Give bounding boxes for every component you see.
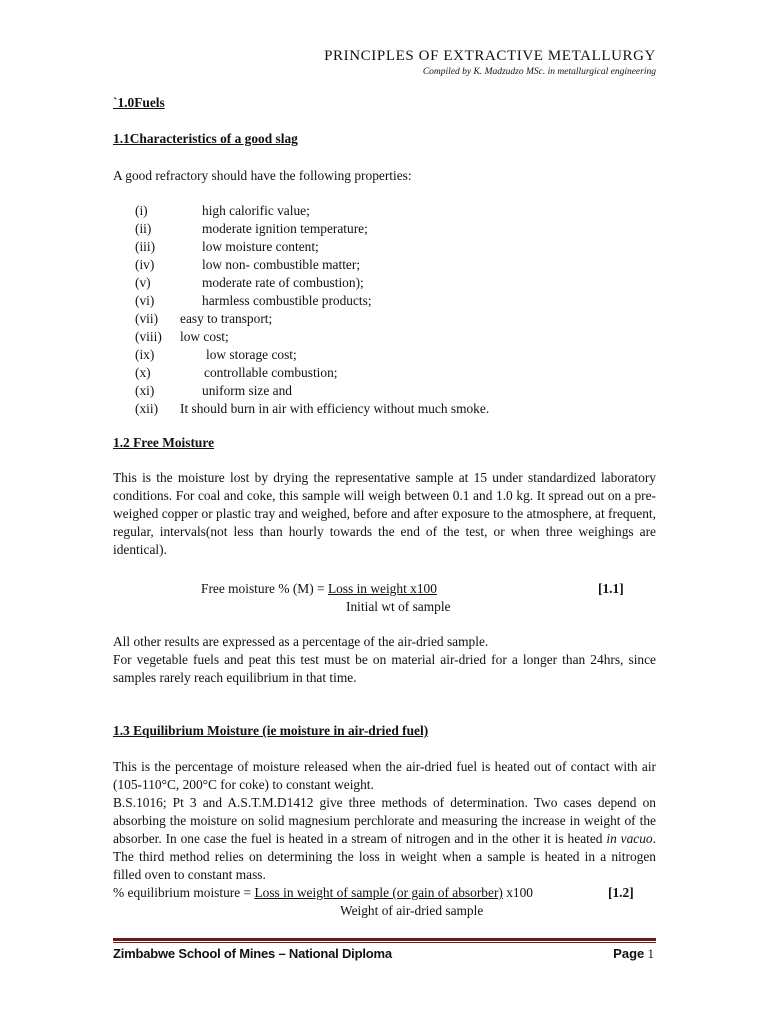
equation-number: [1.1] bbox=[598, 581, 624, 596]
list-item: (ix) low storage cost; bbox=[135, 347, 297, 362]
list-item: (iv) low non- combustible matter; bbox=[135, 257, 361, 272]
list-item: (xi) uniform size and bbox=[135, 383, 292, 398]
list-item: (i) high calorific value; bbox=[135, 203, 310, 218]
page-number: Page 1 bbox=[613, 946, 654, 961]
header-title: PRINCIPLES OF EXTRACTIVE METALLURGY bbox=[324, 48, 656, 64]
in-vacuo-text: in vacuo bbox=[606, 831, 653, 846]
list-item: (iii) low moisture content; bbox=[135, 239, 319, 254]
list-item: (ii) moderate ignition temperature; bbox=[135, 221, 368, 236]
header-subtitle: Compiled by K. Madzudzo MSc. in metallurgical engineering bbox=[422, 67, 656, 77]
equation-numerator: Loss in weight x100 bbox=[327, 581, 437, 596]
list-item: (v) moderate rate of combustion); bbox=[135, 275, 364, 290]
section-heading-slag: 1.1Characteristics of a good slag bbox=[113, 131, 298, 146]
equation-numerator: Loss in weight of sample (or gain of absorber) bbox=[254, 885, 503, 900]
footer-rule bbox=[113, 938, 656, 941]
list-item: (vi) harmless combustible products; bbox=[135, 293, 372, 308]
section-heading-equilibrium: 1.3 Equilibrium Moisture (ie moisture in air-dried fuel) bbox=[113, 723, 429, 738]
equation-number: [1.2] bbox=[608, 885, 634, 900]
equation-lhs: Free moisture % (M) = bbox=[201, 581, 328, 596]
list-item: (vii) easy to transport; bbox=[135, 311, 273, 326]
footer-rule bbox=[113, 942, 656, 943]
free-moisture-paragraph-2: For vegetable fuels and peat this test must be on material air-dried for a longer than 24hrs, since samples rarely reach equilibrium in that time. bbox=[113, 652, 656, 685]
slag-intro: A good refractory should have the following properties: bbox=[113, 168, 412, 183]
document-page: PRINCIPLES OF EXTRACTIVE METALLURGY Compiled by K. Madzudzo MSc. in metallurgical engineering `1.0Fuels 1.1Characteristics of a good slag A good refractory should have the following properties: (i) high calorific value; (ii) moderate ignition temperature; (iii) low moisture content; (iv) low non- combustible matter; (v) moderate rate of combustion); (vi) harmless combustible products; (vii) easy to transport; (viii) low cost; (ix) low storage cost; (x) controllable combustion; (xi) uniform size and (xii) It should burn in air with efficiency without much smoke. 1.2 Free Moisture This is the moisture lost by drying the representative sample at 15 under standardized laboratory conditions. For coal and coke, this sample will weigh between 0.1 and 1.0 kg. It spread out on a pre-weighed copper or plastic tray and weighed, before and after exposure to the atmosphere, at frequent, regular, intervals(not less than hourly towards the end of the test, or when three weighings are identical). Free moisture % (M) = Loss in weight x100 [1.1] Initial wt of sample All other results are expressed as a percentage of the air-dried sample. For vegetable fuels and peat this test must be on material air-dried for a longer than 24hrs, since samples rarely reach equilibrium in that time. 1.3 Equilibrium Moisture (ie moisture in air-dried fuel) This is the percentage of moisture released when the air-dried fuel is heated out of contact with air (105-110°C, 200°C for coke) to constant weight. B.S.1016; Pt 3 and A.S.T.M.D1412 give three methods of determination. Two cases depend on absorbing the moisture on solid magnesium perchlorate and measuring the increase in weight of the absorber. In one case the fuel is heated in a stream of nitrogen and in the other it is heated in vacuo. The third method relies on determining the loss in weight when a sample is heated in a nitrogen filled oven to constant mass. % equilibrium moisture = Loss in weight of sample (or gain of absorber) x100 [1.2] Weight of air-dried sample Zimbabwe School of Mines – National Diploma Page 1 bbox=[113, 48, 656, 961]
list-item: (x) controllable combustion; bbox=[135, 365, 338, 380]
list-item: (xii) It should burn in air with efficiency without much smoke. bbox=[135, 401, 490, 416]
free-moisture-paragraph: This is the moisture lost by drying the representative sample at 15 under standardized laboratory conditions. For coal and coke, this sample will weigh between 0.1 and 1.0 kg. It spread out on a pre-weighed copper or plastic tray and weighed, before and after exposure to the atmosphere, at frequent, regular, intervals(not less than hourly towards the end of the test, or when three weighings are identical). bbox=[113, 470, 656, 557]
equation-lhs: % equilibrium moisture = bbox=[113, 885, 255, 900]
section-heading-free-moisture: 1.2 Free Moisture bbox=[113, 435, 215, 450]
equation-denominator: Initial wt of sample bbox=[346, 599, 451, 614]
section-heading-fuels: `1.0Fuels bbox=[113, 95, 165, 110]
equilibrium-paragraph-2: B.S.1016; Pt 3 and A.S.T.M.D1412 give three methods of determination. Two cases depend on absorbing the moisture on solid magnesium perchlorate and measuring the increase in weight of the absorber. In one case the fuel is heated in a stream of nitrogen and in the other it is heated in vacuo. The third method relies on determining the loss in weight when a sample is heated in a nitrogen filled oven to constant mass. bbox=[113, 795, 656, 882]
footer-institution: Zimbabwe School of Mines – National Diploma bbox=[113, 946, 392, 961]
equilibrium-paragraph-1: This is the percentage of moisture released when the air-dried fuel is heated out of contact with air (105-110°C, 200°C for coke) to constant weight. bbox=[113, 759, 656, 792]
free-moisture-note: All other results are expressed as a percentage of the air-dried sample. bbox=[113, 634, 489, 649]
equation-denominator: Weight of air-dried sample bbox=[340, 903, 484, 918]
list-item: (viii) low cost; bbox=[135, 329, 229, 344]
